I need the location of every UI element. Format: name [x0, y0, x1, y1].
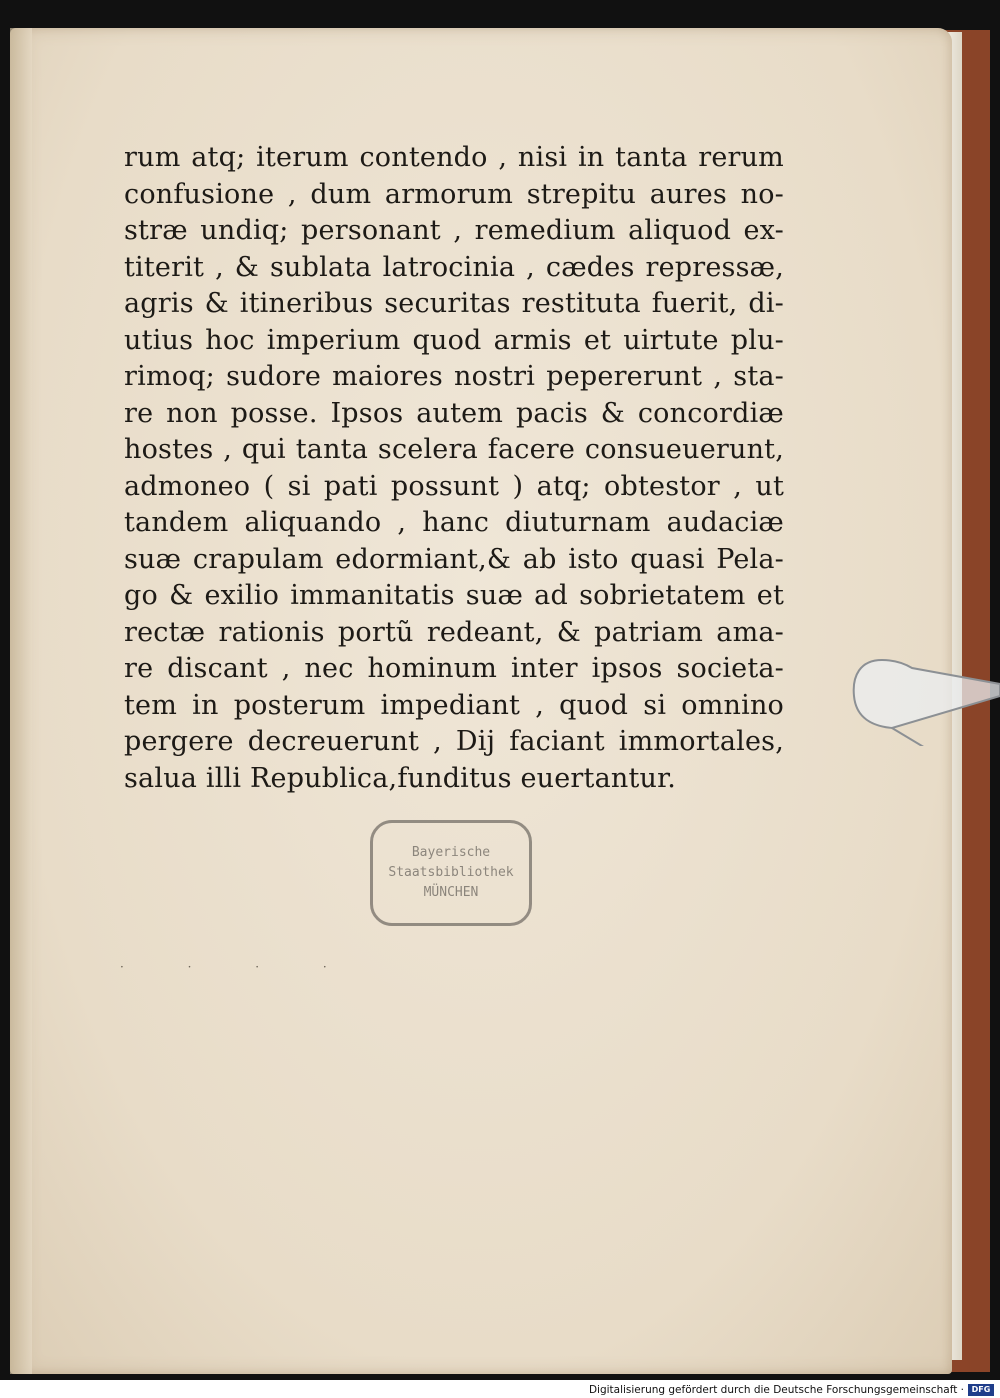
- body-text: [124, 140, 784, 797]
- paper-clip-icon: [852, 656, 1000, 746]
- text-line: hostes , qui tanta scelera facere consueuerunt,: [124, 434, 784, 465]
- page-gutter: [10, 28, 32, 1374]
- dfg-logo: DFG: [968, 1384, 994, 1396]
- text-line: rimoq; sudore maiores nostri pepererunt , sta-: [124, 361, 784, 392]
- text-line: utius hoc imperium quod armis et uirtute plu-: [124, 324, 784, 356]
- text-line: re discant , nec hominum inter ipsos societa-: [124, 653, 784, 684]
- paper-specks: · · · ·: [120, 960, 357, 974]
- text-line: confusione , dum armorum strepitu aures no-: [124, 178, 784, 210]
- stamp-line: MÜNCHEN: [423, 885, 479, 900]
- text-line: re non posse. Ipsos autem pacis & concordiæ: [124, 397, 784, 429]
- stamp-line: Staatsbibliothek: [388, 865, 514, 880]
- text-line: admoneo ( si pati possunt ) atq; obtestor , ut: [124, 470, 784, 502]
- text-line: go & exilio immanitatis suæ ad sobrietatem et: [124, 580, 784, 611]
- text-line: titerit , & sublata latrocinia , cædes repressæ,: [124, 251, 784, 283]
- text-line: tem in posterum impediant , quod si omnino: [124, 689, 784, 721]
- text-line: tandem aliquando , hanc diuturnam audaciæ: [124, 507, 784, 538]
- stamp-line: Bayerische: [411, 845, 491, 860]
- library-stamp: [370, 820, 532, 926]
- text-line: salua illi Republica,funditus euertantur.: [124, 762, 677, 794]
- text-line: pergere decreuerunt , Dij faciant immortales,: [124, 726, 784, 757]
- digitization-credit: [589, 1382, 994, 1398]
- text-line: agris & itineribus securitas restituta fuerit, di-: [124, 288, 784, 319]
- text-line: rum atq; iterum contendo , nisi in tanta rerum: [124, 142, 784, 173]
- text-line: rectæ rationis portũ redeant, & patriam ama-: [124, 616, 784, 648]
- credit-text: Digitalisierung gefördert durch die Deutsche Forschungsgemeinschaft ·: [588, 1384, 964, 1396]
- text-line: suæ crapulam edormiant,& ab isto quasi Pela-: [124, 543, 784, 575]
- text-line: stræ undiq; personant , remedium aliquod ex-: [124, 215, 784, 246]
